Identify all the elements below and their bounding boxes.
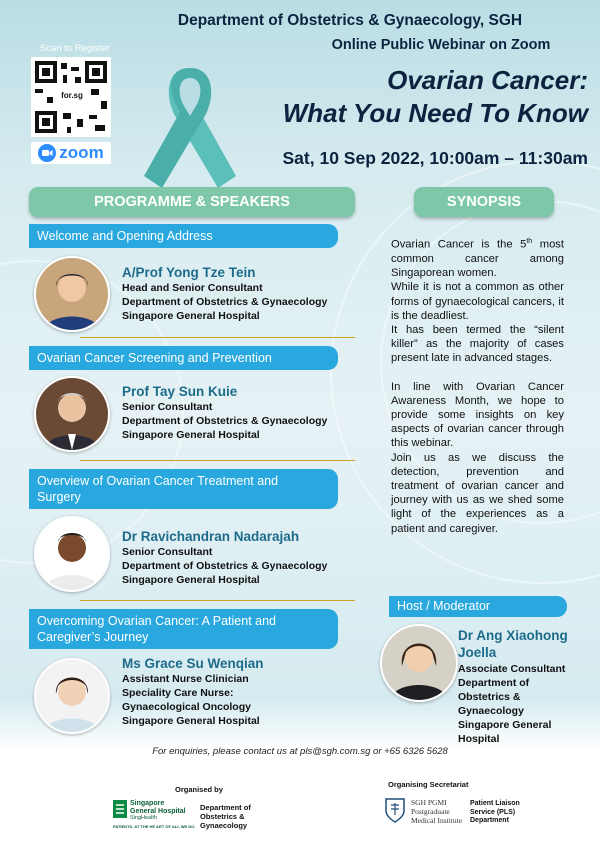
speaker-photo (34, 516, 110, 592)
speaker-role: Senior Consultant (122, 546, 213, 558)
pls-text (470, 800, 520, 826)
synopsis-heading: SYNOPSIS (414, 187, 554, 217)
speaker-info (122, 528, 362, 587)
host-name-line2: Joella (458, 645, 497, 660)
department-heading: Department of Obstetrics & Gynaecology, SGH (177, 12, 523, 29)
session-title-line2: Caregiver’s Journey (37, 630, 149, 644)
speaker-name: A/Prof Yong Tze Tein (122, 265, 256, 280)
zoom-camera-icon (38, 144, 56, 162)
session-title-line1: Overview of Ovarian Cancer Treatment and (37, 474, 279, 488)
synopsis-paragraph: It has been termed the “silent killer” as the majority of cases present late in advanced stages. (391, 323, 564, 365)
dept-line1: Department of (200, 803, 251, 812)
superscript: th (526, 238, 533, 245)
qr-logo-text: for.sg (57, 89, 87, 103)
speaker-info (122, 264, 362, 323)
synopsis-text-part: most common cancer among Singaporean women. (391, 238, 564, 280)
host-portrait-icon (382, 626, 456, 700)
enquiries-line: For enquiries, please contact us at pls@sgh.com.sg or +65 6326 5628 (152, 746, 448, 757)
speaker-portrait-icon (36, 258, 108, 330)
host-name (458, 627, 593, 661)
scan-to-register-label: Scan to Register (39, 43, 111, 54)
host-name-line1: Dr Ang Xiaohong (458, 628, 568, 643)
session-title-bar (29, 609, 338, 649)
speaker-portrait-icon (36, 518, 108, 590)
event-datetime: Sat, 10 Sep 2022, 10:00am – 11:30am (282, 148, 588, 168)
speaker-name: Dr Ravichandran Nadarajah (122, 529, 300, 544)
host-details (458, 662, 593, 746)
dept-line3: Gynaecology (200, 821, 248, 830)
speaker-info (122, 383, 362, 442)
zoom-wordmark: zoom (59, 143, 104, 162)
gold-divider (80, 337, 355, 338)
speaker-photo (34, 658, 110, 734)
pls-line1: Patient Liaison (470, 800, 520, 807)
session-title-line2: Surgery (37, 490, 81, 504)
speaker-institution: Singapore General Hospital (122, 310, 260, 322)
webinar-subheading: Online Public Webinar on Zoom (331, 37, 551, 53)
synopsis-paragraph (391, 235, 564, 280)
session-title-bar (29, 469, 338, 509)
event-title-line1: Ovarian Cancer: (387, 65, 588, 95)
speaker-role: Head and Senior Consultant (122, 282, 263, 294)
speaker-portrait-icon (36, 378, 108, 450)
pls-line2: Service (PLS) (470, 808, 516, 816)
pgmi-crest-icon (384, 797, 406, 823)
speaker-institution: Singapore General Hospital (122, 574, 260, 586)
speaker-photo (34, 376, 110, 452)
pgmi-line1: SGH PGMI (411, 798, 447, 807)
speaker-institution: Singapore General Hospital (122, 429, 260, 441)
speaker-department: Department of Obstetrics & Gynaecology (122, 560, 328, 572)
speaker-photo (34, 256, 110, 332)
synopsis-paragraph: While it is not a common as other forms of gynaecological cancers, it is the deadliest. (391, 281, 564, 322)
speaker-info (122, 655, 362, 728)
event-title-line2: What You Need To Know (282, 98, 588, 128)
speaker-portrait-icon (36, 660, 108, 732)
host-detail-line: Singapore General (458, 719, 552, 731)
event-title (218, 64, 588, 130)
sgh-name-line2: General Hospital (130, 807, 186, 815)
speaker-department: Department of Obstetrics & Gynaecology (122, 296, 328, 308)
speaker-department: Department of Obstetrics & Gynaecology (122, 415, 328, 427)
dept-logo-text (200, 803, 251, 830)
sgh-sub: SingHealth (130, 815, 157, 821)
host-detail-line: Obstetrics & (458, 691, 521, 703)
speaker-role: Senior Consultant (122, 401, 213, 413)
dept-line2: Obstetrics & (200, 812, 245, 821)
synopsis-paragraph: In line with Ovarian Cancer Awareness Month, we hope to provide some insights on key aspects of ovarian cancer through this webinar. (391, 380, 564, 450)
speaker-specialty: Speciality Care Nurse: (122, 687, 234, 699)
sgh-name-line1: Singapore (130, 800, 165, 807)
sgh-logo-icon (113, 800, 127, 818)
speaker-institution: Singapore General Hospital (122, 715, 260, 727)
host-moderator-bar: Host / Moderator (389, 596, 567, 617)
organising-secretariat-label: Organising Secretariat (388, 780, 469, 789)
programme-speakers-heading: PROGRAMME & SPEAKERS (29, 187, 355, 217)
synopsis-text (391, 235, 564, 536)
session-title-bar: Ovarian Cancer Screening and Prevention (29, 346, 338, 370)
session-title-bar: Welcome and Opening Address (29, 224, 338, 248)
gold-divider (80, 460, 355, 461)
synopsis-paragraph: Join us as we discuss the detection, prevention and treatment of ovarian cancer and journey with us as we shed some light of the experiences as a patient and caregiver. (391, 451, 564, 535)
sgh-tagline: PATIENTS. AT THE HE ART OF ALL WE DO. (113, 824, 196, 829)
host-detail-line: Department of (458, 677, 530, 689)
host-role: Associate Consultant (458, 663, 566, 675)
speaker-name: Ms Grace Su Wenqian (122, 656, 264, 671)
synopsis-text-part: Ovarian Cancer is the 5 (391, 238, 527, 251)
host-detail-line: Hospital (458, 733, 500, 745)
pgmi-line3: Medical Institute (411, 816, 463, 825)
pls-line3: Department (470, 817, 509, 824)
gold-divider (80, 600, 355, 601)
host-detail-line: Gynaecology (458, 705, 524, 717)
host-photo (380, 624, 458, 702)
session-title-line1: Overcoming Ovarian Cancer: A Patient and (37, 614, 277, 628)
speaker-role: Assistant Nurse Clinician (122, 673, 249, 685)
speaker-name: Prof Tay Sun Kuie (122, 384, 238, 399)
registration-qr-code[interactable] (31, 57, 111, 137)
pgmi-line2: Postgraduate (411, 807, 450, 816)
speaker-department: Gynaecological Oncology (122, 701, 251, 713)
organised-by-label: Organised by (175, 785, 223, 794)
zoom-logo (31, 142, 111, 164)
